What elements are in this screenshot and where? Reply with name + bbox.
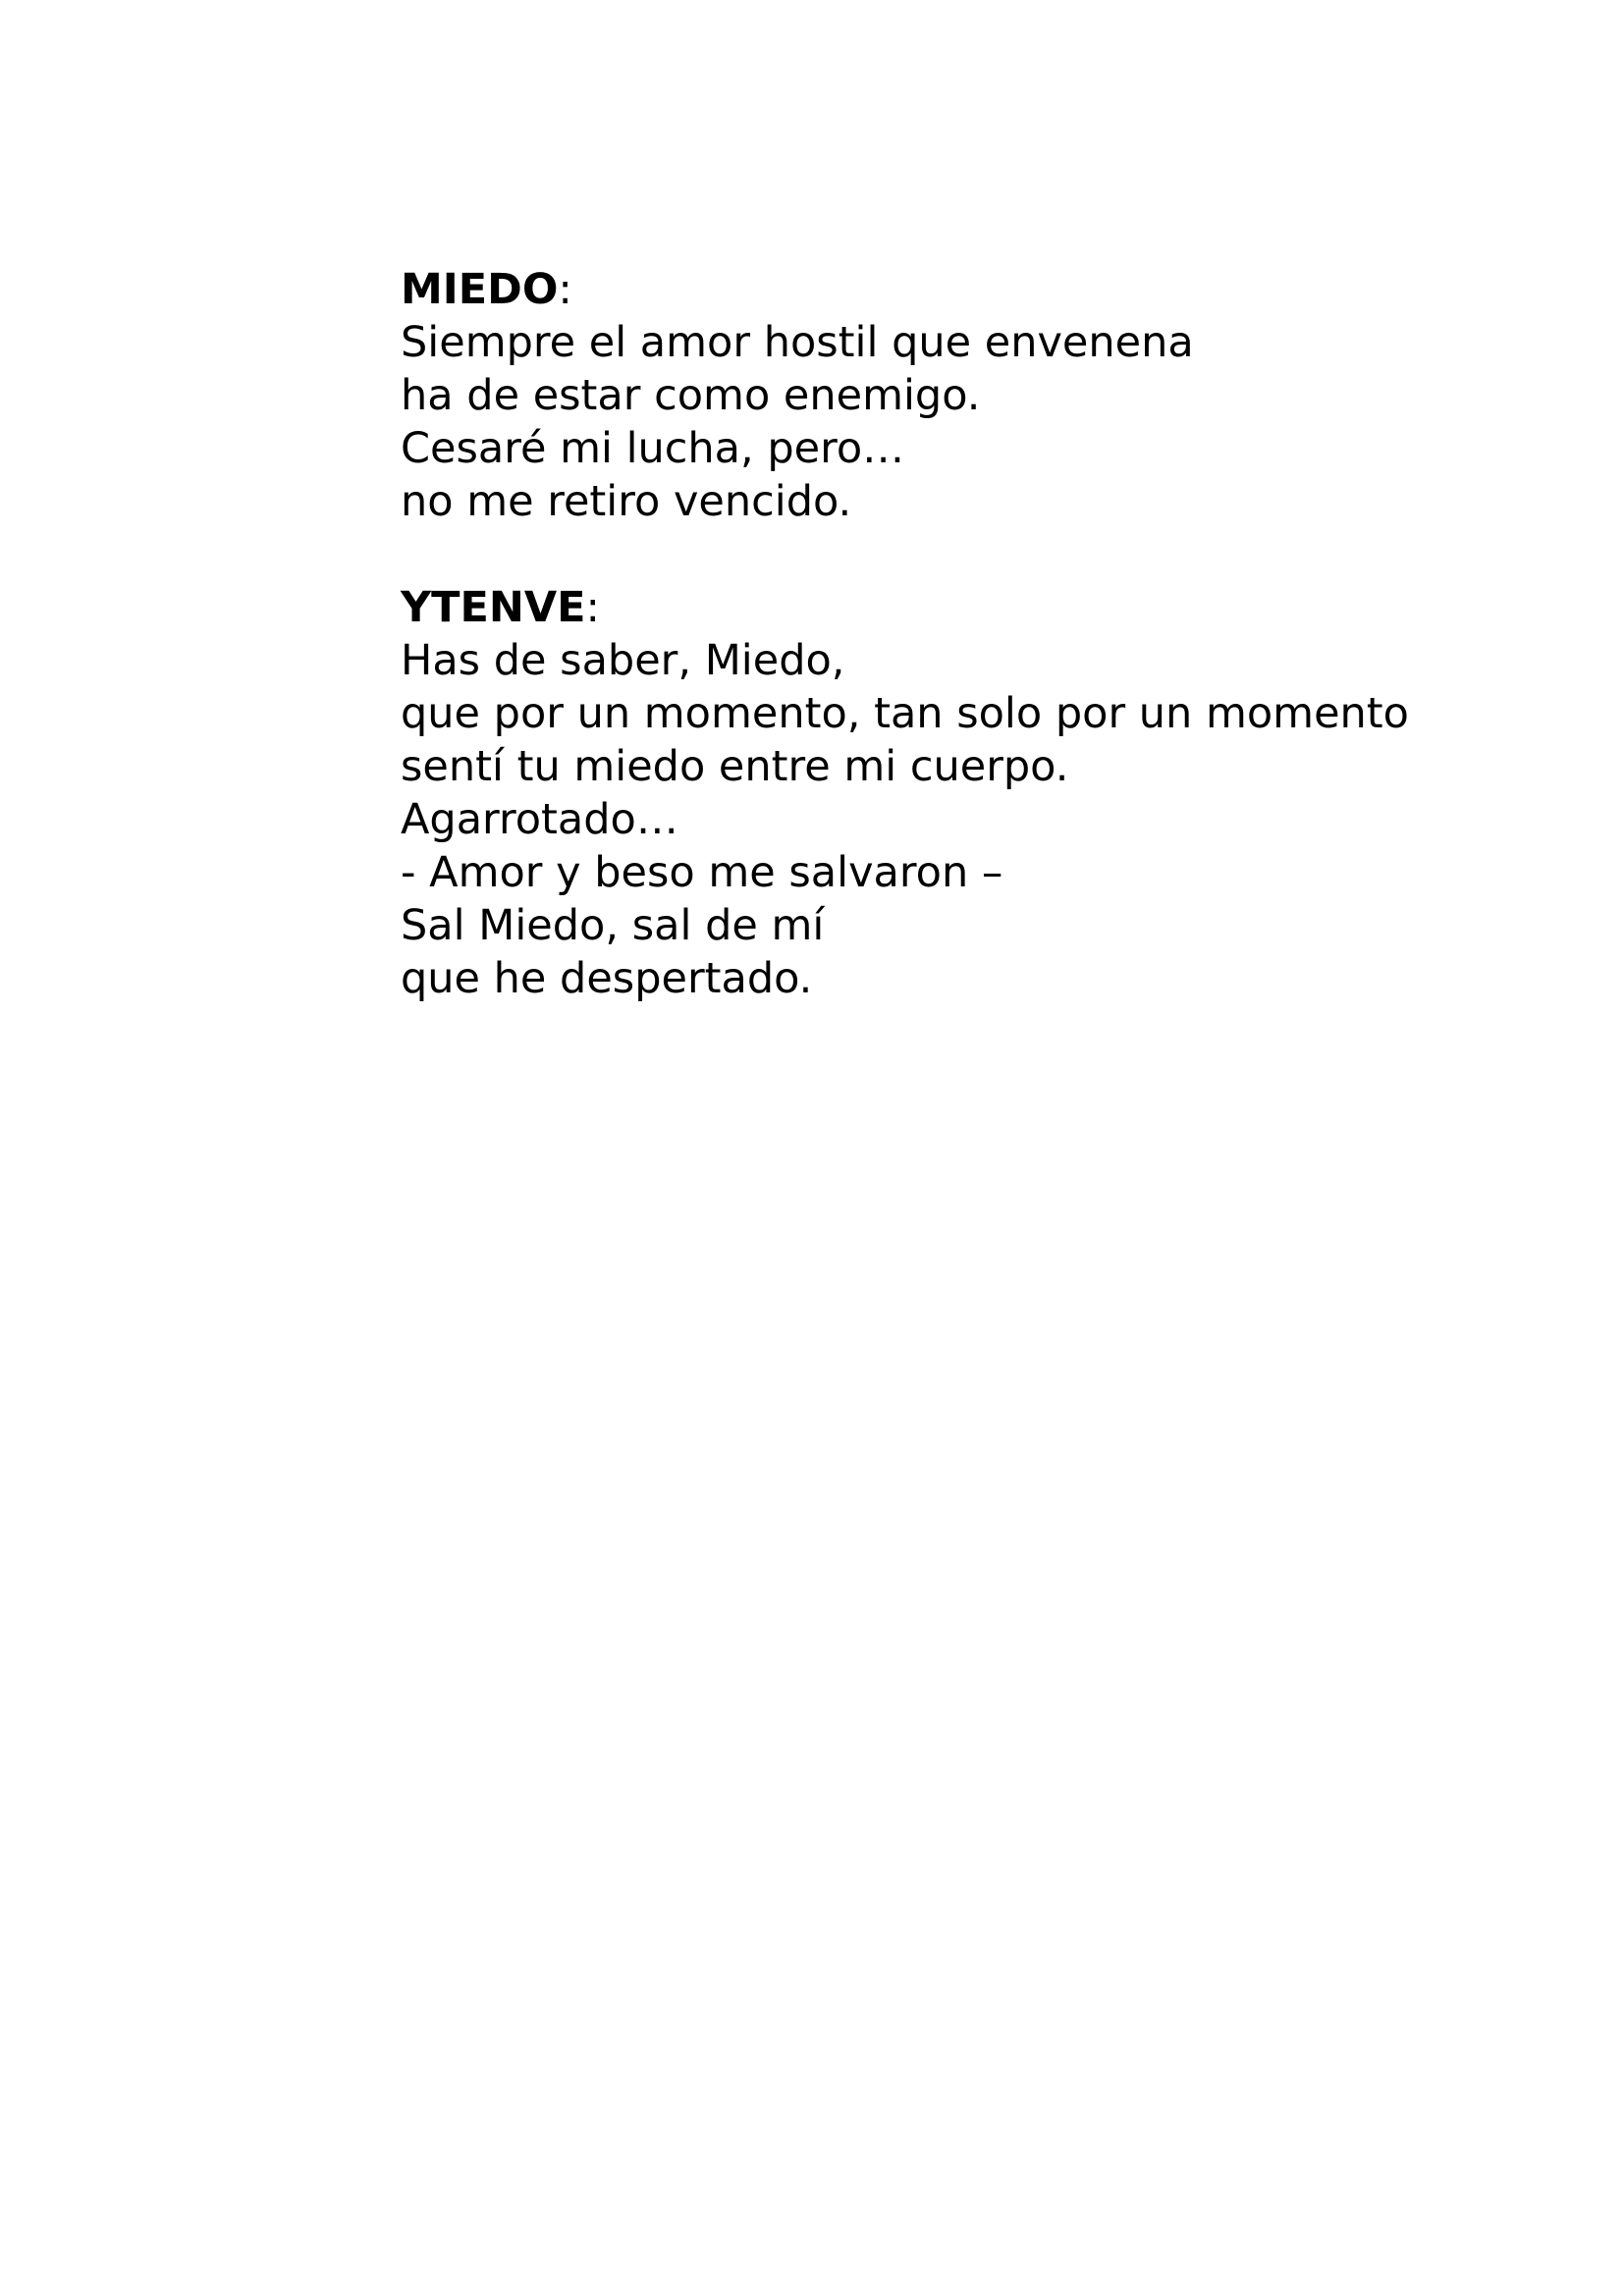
poem-body [401,263,1530,1005]
speaker-heading [401,263,1530,316]
verse-line: Agarrotado… [401,795,678,844]
verse-line: ha de estar como enemigo. [401,371,981,420]
verse-line: - Amor y beso me salvaron – [401,848,1003,897]
speaker-colon: : [558,265,572,314]
stanza-miedo [401,263,1530,528]
speaker-heading [401,581,1530,634]
verse-line: no me retiro vencido. [401,477,852,526]
verse-line: sentí tu miedo entre mi cuerpo. [401,742,1069,791]
stanza-ytenve [401,581,1530,1005]
verse-line: Siempre el amor hostil que envenena [401,318,1194,367]
verse-line: Cesaré mi lucha, pero… [401,424,905,473]
verse-line: que he despertado. [401,954,813,1003]
verse-line: que por un momento, tan solo por un momento [401,689,1409,738]
speaker-name: MIEDO [401,265,559,314]
speaker-name: YTENVE [401,583,586,632]
verse-line: Sal Miedo, sal de mí [401,901,825,950]
verse-line: Has de saber, Miedo, [401,636,845,685]
speaker-colon: : [585,583,600,632]
